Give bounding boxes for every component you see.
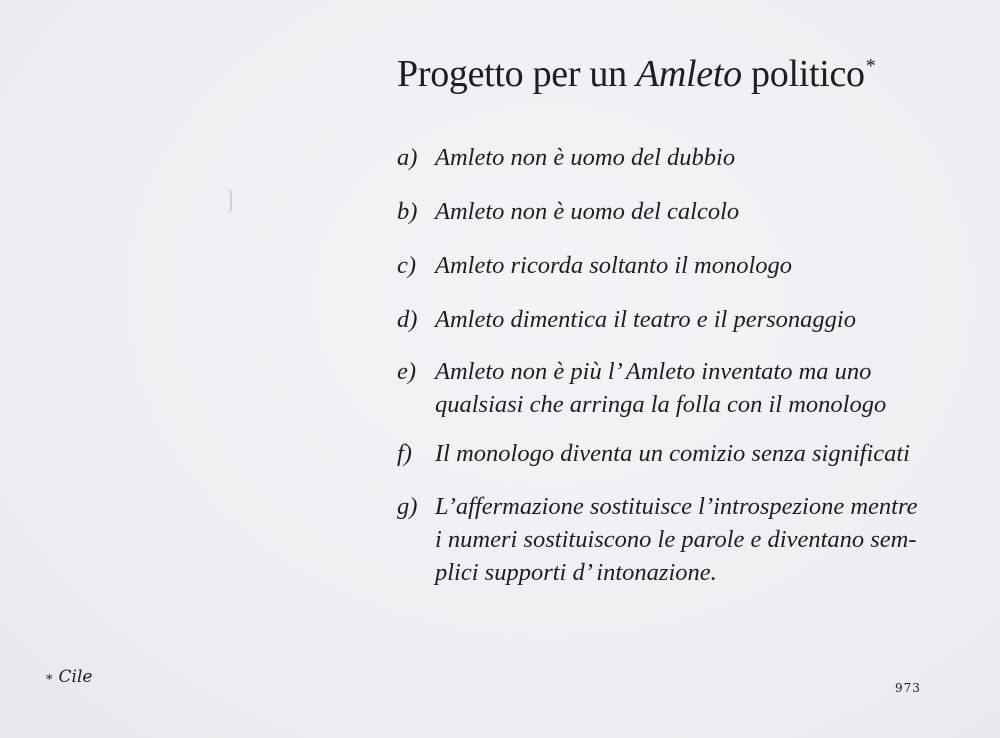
item-marker: a): [397, 144, 418, 171]
page-title: [397, 52, 875, 102]
footnote-text: Cile: [58, 667, 93, 687]
item-marker: c): [397, 252, 417, 279]
paper-mark: [226, 188, 232, 214]
item-line: L’affermazione sostituisce l’introspezione mentre: [435, 493, 918, 520]
handwritten-footnote: [46, 666, 92, 690]
list-item-e: [397, 355, 957, 421]
item-marker: g): [397, 493, 418, 520]
list-item-d: [397, 303, 957, 336]
item-line: Amleto ricorda soltanto il monologo: [435, 252, 793, 279]
item-line: Il monologo diventa un comizio senza significati: [435, 440, 910, 467]
list-item-a: [397, 141, 957, 174]
item-line: Amleto non è uomo del calcolo: [435, 198, 740, 225]
title-suffix: politico: [741, 53, 865, 95]
item-line: i numeri sostituiscono le parole e diventano sem-: [435, 526, 917, 553]
list-item-f: [397, 437, 957, 470]
list-item-g: [397, 490, 957, 589]
item-marker: d): [397, 306, 418, 333]
title-prefix: Progetto per un: [397, 53, 636, 95]
item-line: Amleto non è più l’ Amleto inventato ma uno: [435, 358, 872, 385]
item-marker: e): [397, 358, 417, 385]
title-asterisk: *: [865, 55, 876, 77]
list-item-b: [397, 195, 957, 228]
footnote-asterisk: *: [46, 673, 53, 688]
page-number: 973: [895, 681, 921, 695]
item-line: plici supporti d’ intonazione.: [435, 559, 717, 586]
item-line: Amleto non è uomo del dubbio: [435, 144, 736, 171]
item-marker: f): [397, 440, 412, 467]
item-line: Amleto dimentica il teatro e il personaggio: [435, 306, 856, 333]
item-marker: b): [397, 198, 418, 225]
title-italic-word: Amleto: [636, 53, 742, 95]
item-line: qualsiasi che arringa la folla con il monologo: [435, 391, 887, 418]
list-item-c: [397, 249, 957, 282]
